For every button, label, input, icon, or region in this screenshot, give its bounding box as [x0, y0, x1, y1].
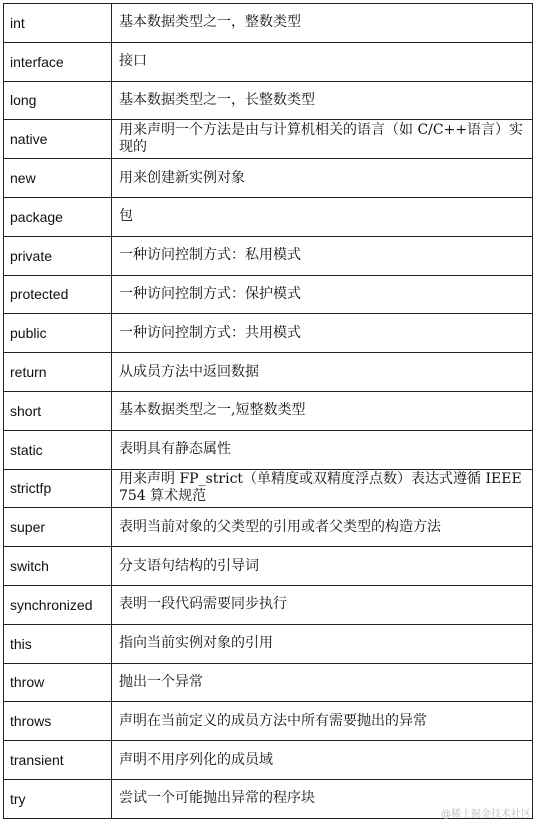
- description-cell: 声明在当前定义的成员方法中所有需要抛出的异常: [112, 702, 533, 741]
- keyword-cell: protected: [4, 275, 112, 314]
- table-row: [4, 314, 533, 353]
- table-row: [4, 353, 533, 392]
- table-row: [4, 702, 533, 741]
- description-cell: 基本数据类型之一，长整数类型: [112, 81, 533, 120]
- keyword-cell: strictfp: [4, 469, 112, 508]
- keyword-cell: this: [4, 624, 112, 663]
- table-row: [4, 391, 533, 430]
- description-cell: 表明具有静态属性: [112, 430, 533, 469]
- description-cell: 基本数据类型之一，整数类型: [112, 4, 533, 43]
- table-row: [4, 275, 533, 314]
- description-cell: 表明当前对象的父类型的引用或者父类型的构造方法: [112, 508, 533, 547]
- description-cell: 用来声明一个方法是由与计算机相关的语言（如 C/C++语言）实现的: [112, 120, 533, 159]
- keyword-cell: throw: [4, 663, 112, 702]
- description-cell: 用来创建新实例对象: [112, 159, 533, 198]
- keyword-cell: return: [4, 353, 112, 392]
- table-row: [4, 4, 533, 43]
- description-cell: 分支语句结构的引导词: [112, 547, 533, 586]
- table-row: [4, 430, 533, 469]
- table-row: [4, 159, 533, 198]
- description-cell: 声明不用序列化的成员域: [112, 741, 533, 780]
- description-cell: 一种访问控制方式：保护模式: [112, 275, 533, 314]
- keyword-cell: native: [4, 120, 112, 159]
- table-row: [4, 81, 533, 120]
- description-cell: 接口: [112, 42, 533, 81]
- keyword-cell: new: [4, 159, 112, 198]
- table-row: [4, 42, 533, 81]
- table-row: [4, 547, 533, 586]
- keyword-cell: package: [4, 197, 112, 236]
- description-cell: 包: [112, 197, 533, 236]
- keyword-cell: int: [4, 4, 112, 43]
- keyword-table: [3, 3, 533, 819]
- table-row: [4, 585, 533, 624]
- keyword-cell: transient: [4, 741, 112, 780]
- description-cell: 用来声明 FP_strict（单精度或双精度浮点数）表达式遵循 IEEE 754 算术规范: [112, 469, 533, 508]
- table-row: [4, 741, 533, 780]
- description-cell: 基本数据类型之一,短整数类型: [112, 391, 533, 430]
- description-cell: 从成员方法中返回数据: [112, 353, 533, 392]
- keyword-cell: synchronized: [4, 585, 112, 624]
- watermark: @稀土掘金技术社区: [441, 809, 531, 820]
- description-cell: 一种访问控制方式：私用模式: [112, 236, 533, 275]
- description-cell: 一种访问控制方式：共用模式: [112, 314, 533, 353]
- table-row: [4, 663, 533, 702]
- keyword-cell: private: [4, 236, 112, 275]
- keyword-cell: interface: [4, 42, 112, 81]
- description-cell: 表明一段代码需要同步执行: [112, 585, 533, 624]
- keyword-cell: long: [4, 81, 112, 120]
- keyword-cell: super: [4, 508, 112, 547]
- table-row: [4, 469, 533, 508]
- table-row: [4, 120, 533, 159]
- keyword-cell: public: [4, 314, 112, 353]
- keyword-cell: throws: [4, 702, 112, 741]
- table-row: [4, 624, 533, 663]
- keyword-cell: try: [4, 779, 112, 818]
- table-row: [4, 508, 533, 547]
- keyword-table-body: [4, 4, 533, 819]
- keyword-cell: switch: [4, 547, 112, 586]
- table-row: [4, 236, 533, 275]
- table-row: [4, 197, 533, 236]
- description-cell: 尝试一个可能抛出异常的程序块: [112, 779, 533, 818]
- keyword-cell: short: [4, 391, 112, 430]
- description-cell: 指向当前实例对象的引用: [112, 624, 533, 663]
- keyword-cell: static: [4, 430, 112, 469]
- description-cell: 抛出一个异常: [112, 663, 533, 702]
